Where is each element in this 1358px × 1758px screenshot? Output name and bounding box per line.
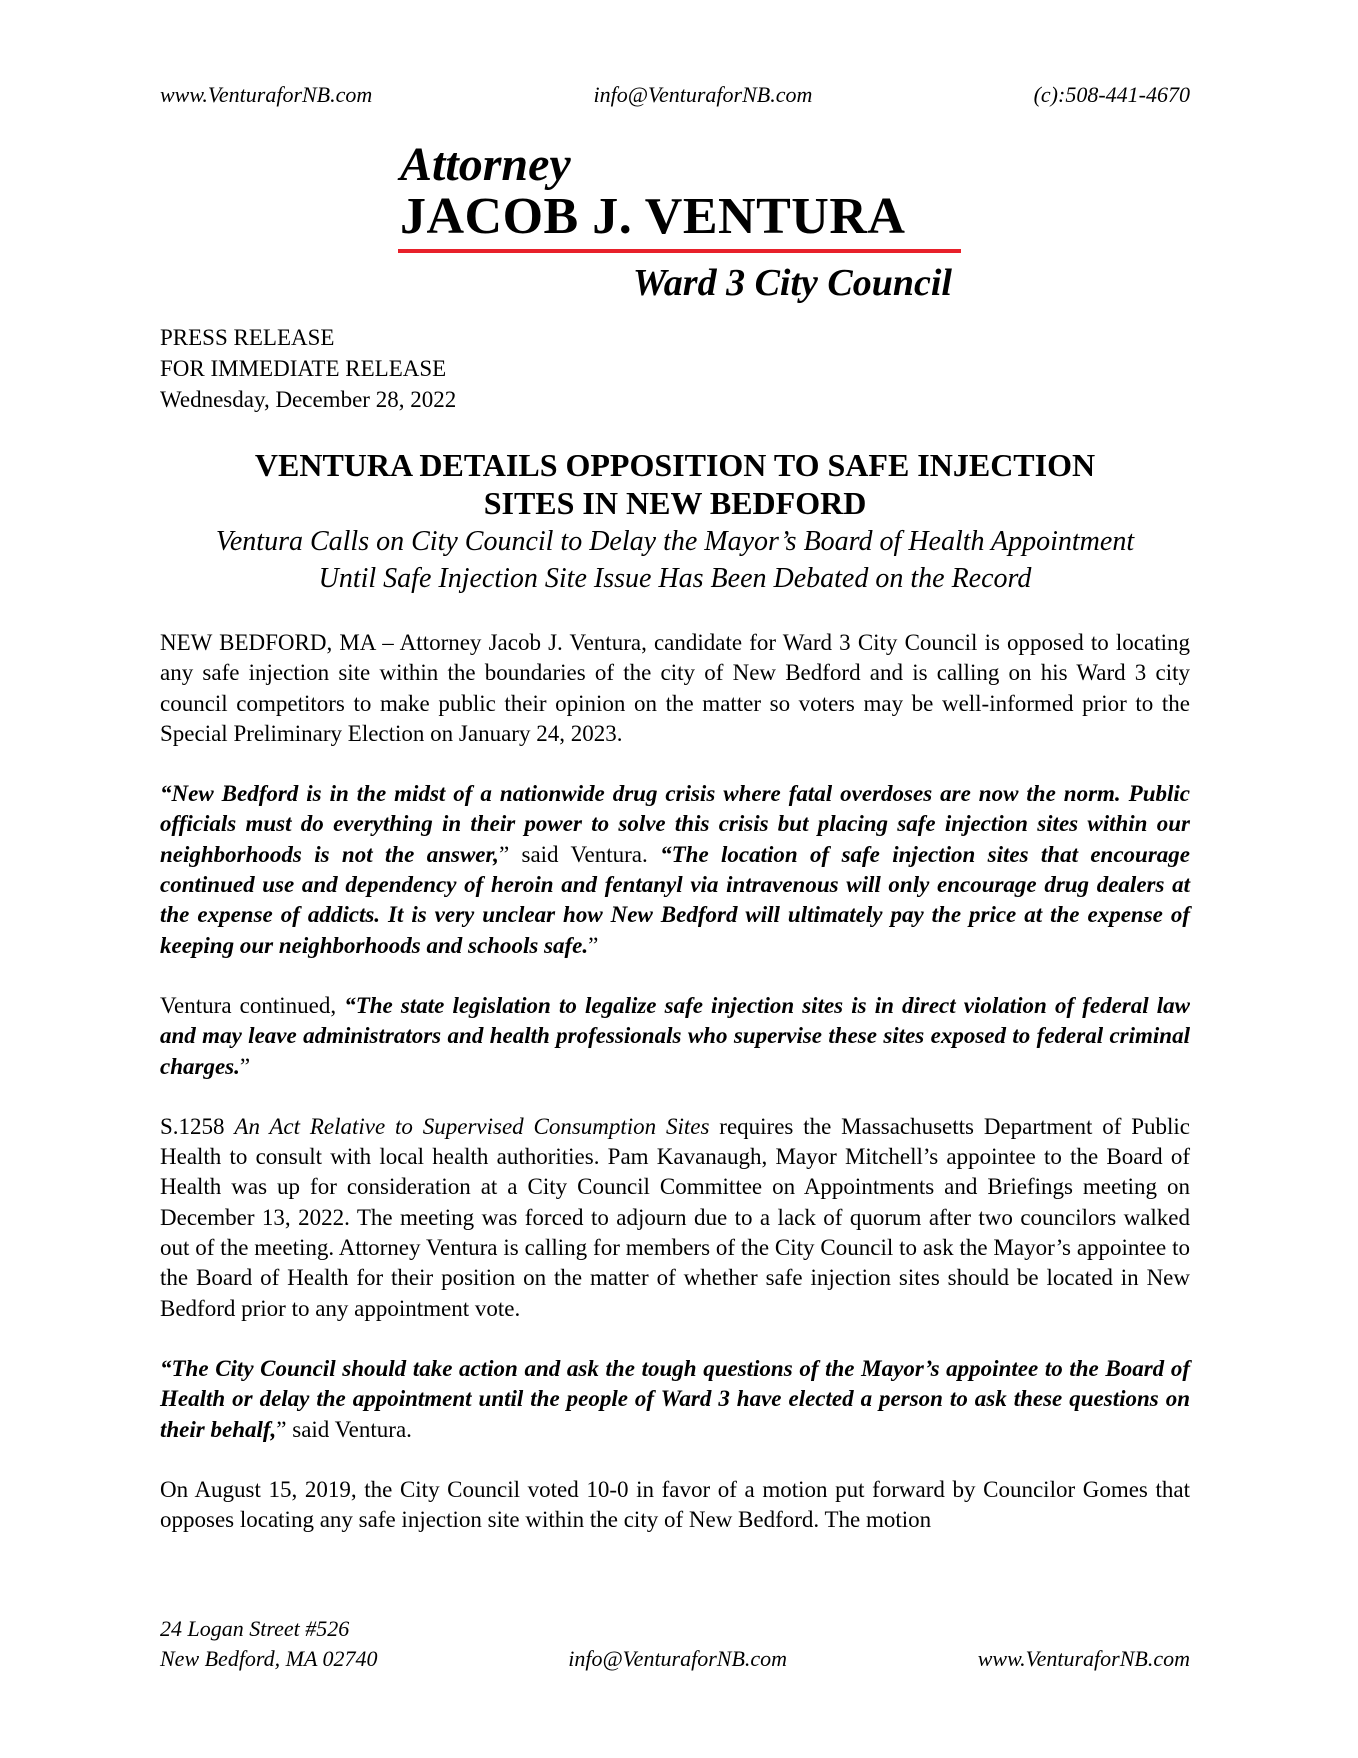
release-body — [160, 628, 1190, 1565]
letterhead — [400, 140, 960, 305]
paragraph-history: On August 15, 2019, the City Council voted 10-0 in favor of a motion put forward by Councilor Gomes that opposes locating any safe injection site within the city of New Bedford. The motion — [160, 1476, 1190, 1533]
release-type: PRESS RELEASE — [160, 325, 335, 350]
release-date: Wednesday, December 28, 2022 — [160, 387, 457, 412]
headline-title-line2: SITES IN NEW BEDFORD — [483, 485, 867, 521]
footer-website[interactable]: www.VenturaforNB.com — [977, 1646, 1190, 1671]
bill-title: An Act Relative to Supervised Consumption Sites — [234, 1113, 710, 1139]
footer-city: New Bedford, MA 02740 — [160, 1646, 378, 1671]
legislation-text: requires the Massachusetts Department of Public Health to consult with local health authorities. Pam Kavanaugh, Mayor Mitchell’s appointee to the Board of Health was up for consideration at a City Council Committee on Appointments and Briefings meeting on December 13, 2022. The meeting was forced to adjourn due to a lack of quorum after two councilors walked out of the meeting. Attorney Ventura is calling for members of the City Council to ask the Mayor’s appointee to the Board of Health for their position on the matter of whether safe injection sites should be located in New Bedford prior to any appointment vote. — [160, 1113, 1191, 1321]
header-email[interactable]: info@VenturaforNB.com — [593, 82, 813, 107]
attribution: Ventura continued, — [160, 992, 345, 1018]
headline-subtitle-line1: Ventura Calls on City Council to Delay the Mayor’s Board of Health Appointment — [215, 526, 1135, 557]
footer-street: 24 Logan Street #526 — [160, 1616, 350, 1641]
paragraph-quote-3 — [160, 1354, 1190, 1445]
headline-subtitle-line2: Until Safe Injection Site Issue Has Been Debated on the Record — [318, 563, 1032, 594]
headline-title-line1: VENTURA DETAILS OPPOSITION TO SAFE INJECTION — [254, 447, 1096, 483]
contact-header — [160, 82, 1190, 108]
paragraph-legislation — [160, 1112, 1190, 1324]
letterhead-title: Attorney — [400, 138, 571, 191]
quote-text: “The location of safe injection sites that encourage continued use and dependency of heroin and fentanyl via intravenous will only encourage drug dealers at the expense of addicts. It is very unclear how New Bedford will ultimately pay the price at the expense of keeping our neighborhoods and schools safe. — [160, 841, 1190, 958]
paragraph-intro: NEW BEDFORD, MA – Attorney Jacob J. Ventura, candidate for Ward 3 City Council is opposed to locating any safe injection site within the boundaries of the city of New Bedford and is calling on his Ward 3 city council competitors to make public their opinion on the matter so voters may be well-informed prior to the Special Preliminary Election on January 24, 2023. — [160, 630, 1190, 746]
attribution: ” said Ventura. — [498, 841, 661, 867]
quote-text: “The state legislation to legalize safe injection sites is in direct violation of federal law and may leave administrators and health professionals who supervise these sites exposed to federal criminal charges. — [160, 992, 1190, 1079]
quote-text: “The City Council should take action and ask the tough questions of the Mayor’s appointee to the Board of Health or delay the appointment until the people of Ward 3 have elected a person to ask these questions on their behalf, — [160, 1355, 1190, 1442]
bill-number: S.1258 — [160, 1113, 235, 1139]
release-timing: FOR IMMEDIATE RELEASE — [160, 356, 447, 381]
release-info — [160, 322, 456, 415]
paragraph-quote-1 — [160, 779, 1190, 961]
address-footer — [160, 1614, 1190, 1674]
letterhead-red-rule — [398, 249, 961, 253]
quote-text: “New Bedford is in the midst of a nationwide drug crisis where fatal overdoses are now the norm. Public officials must do everything in their power to solve this crisis but placing safe injection sites within our neighborhoods is not the answer, — [160, 781, 1190, 867]
letterhead-office: Ward 3 City Council — [632, 261, 952, 304]
attribution: ” said Ventura. — [276, 1416, 412, 1442]
headline — [160, 446, 1190, 596]
paragraph-quote-2 — [160, 991, 1190, 1082]
footer-email[interactable]: info@VenturaforNB.com — [568, 1646, 788, 1671]
header-phone: (c):508-441-4670 — [1033, 82, 1190, 107]
closing-quote: ” — [239, 1053, 251, 1079]
closing-quote: ” — [588, 932, 599, 958]
letterhead-name: JACOB J. VENTURA — [400, 188, 906, 246]
header-website[interactable]: www.VenturaforNB.com — [160, 82, 373, 107]
